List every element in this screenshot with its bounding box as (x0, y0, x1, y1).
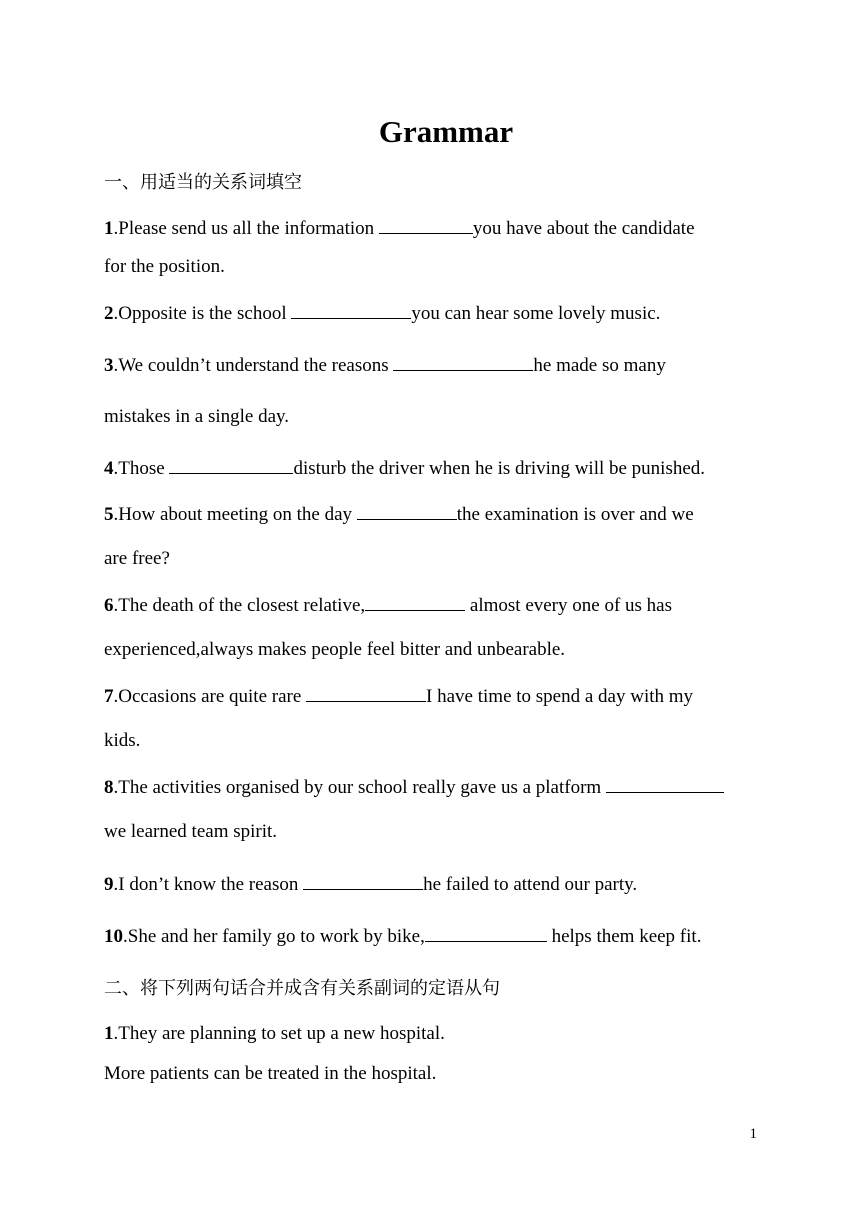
section-heading-fill-blanks: 一、用适当的关系词填空 (104, 172, 302, 193)
question-2 (104, 300, 660, 327)
question-text: .How about meeting on the day (113, 504, 357, 525)
question-text: I have time to spend a day with my (426, 686, 694, 707)
exercise-1-second-sentence: More patients can be treated in the hospital. (104, 1063, 437, 1084)
question-number: 6 (104, 595, 114, 616)
answer-blank[interactable] (291, 300, 411, 319)
question-1 (104, 215, 695, 242)
answer-blank[interactable] (606, 774, 724, 793)
question-5-continued: are free? (104, 548, 170, 569)
question-number: 1 (104, 1023, 114, 1044)
question-number: 5 (104, 504, 114, 525)
question-text: .The death of the closest relative, (113, 595, 366, 616)
question-number: 4 (104, 458, 114, 479)
answer-blank[interactable] (357, 501, 457, 520)
question-text: .I don’t know the reason (113, 874, 304, 895)
question-text: .The activities organised by our school really gave us a platform (113, 777, 606, 798)
answer-blank[interactable] (303, 871, 423, 890)
question-text: .They are planning to set up a new hospital. (113, 1023, 445, 1044)
question-number: 9 (104, 874, 114, 895)
question-4 (104, 455, 705, 482)
answer-blank[interactable] (393, 352, 533, 371)
question-3 (104, 352, 666, 379)
answer-blank[interactable] (379, 215, 473, 234)
question-1-continued: for the position. (104, 256, 225, 277)
answer-blank[interactable] (425, 923, 547, 942)
question-text: disturb the driver when he is driving will be punished. (293, 458, 706, 479)
question-number: 2 (104, 303, 114, 324)
question-text: you have about the candidate (472, 218, 695, 239)
question-7 (104, 683, 693, 710)
page-number: 1 (749, 1126, 757, 1142)
question-text: .She and her family go to work by bike, (123, 926, 425, 947)
question-text: the examination is over and we (456, 504, 694, 525)
question-number: 10 (104, 926, 123, 947)
question-text: he made so many (533, 355, 666, 376)
section-heading-combine-sentences: 二、将下列两句话合并成含有关系副词的定语从句 (104, 978, 500, 999)
question-6 (104, 592, 672, 619)
question-text: .Those (113, 458, 170, 479)
question-text: you can hear some lovely music. (411, 303, 661, 324)
question-number: 8 (104, 777, 114, 798)
question-text: .Occasions are quite rare (113, 686, 307, 707)
question-text: .We couldn’t understand the reasons (113, 355, 394, 376)
question-7-continued: kids. (104, 730, 141, 751)
question-3-continued: mistakes in a single day. (104, 406, 290, 427)
question-number: 1 (104, 218, 114, 239)
question-number: 7 (104, 686, 114, 707)
question-10 (104, 923, 701, 950)
question-8 (104, 774, 724, 801)
question-text: almost every one of us has (465, 595, 672, 616)
question-text: helps them keep fit. (546, 926, 702, 947)
answer-blank[interactable] (169, 455, 293, 474)
question-text: he failed to attend our party. (423, 874, 638, 895)
answer-blank[interactable] (365, 592, 465, 611)
question-text: .Please send us all the information (113, 218, 379, 239)
question-number: 3 (104, 355, 114, 376)
answer-blank[interactable] (306, 683, 426, 702)
question-text: .Opposite is the school (113, 303, 292, 324)
question-6-continued: experienced,always makes people feel bitter and unbearable. (104, 639, 566, 660)
question-5 (104, 501, 694, 528)
question-8-continued: we learned team spirit. (104, 821, 278, 842)
page-title: Grammar (378, 114, 514, 149)
exercise-1 (104, 1021, 445, 1047)
question-9 (104, 871, 637, 898)
